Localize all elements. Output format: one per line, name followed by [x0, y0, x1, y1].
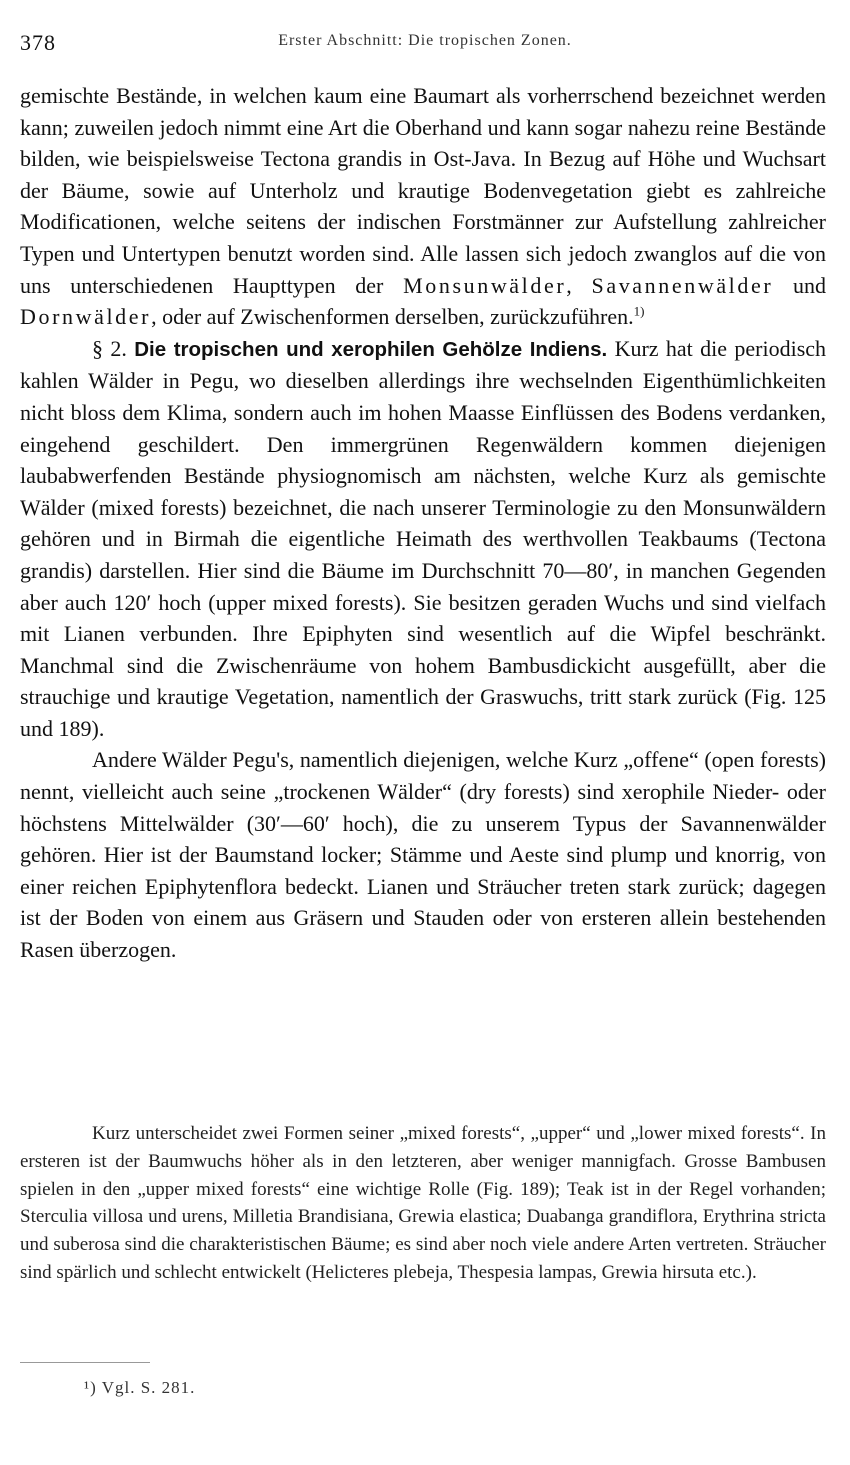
running-title: Erster Abschnitt: Die tropischen Zonen. — [278, 32, 572, 49]
footnote-reference: 1) — [633, 303, 645, 319]
footnote: ¹) Vgl. S. 281. — [84, 1378, 196, 1397]
section-number: § 2. — [92, 335, 127, 361]
term-dornwaelder: Dornwälder — [20, 304, 152, 330]
comma: , — [566, 272, 572, 298]
small-print-text: Kurz unterscheidet zwei Formen seiner „mixed forests“, „upper“ und „lower mixed forests“. In ersteren ist der Baumwuchs höher als in den letzteren, aber weniger mannigfach. Grosse Bambusen spielen in den „upper mixed forests“ eine wichtige Rolle (Fig. 189); Teak ist in der Regel vorhanden; Sterculia villosa und urens, Milletia Brandisiana, Grewia elastica; Duabanga grandiflora, Erythrina stricta und suberosa sind die charakteristischen Bäume; es sind aber noch viele andere Arten vertreten. Sträucher sind spärlich und schlecht entwickelt (Helicteres plebeja, Thespesia lampas, Grewia hirsuta etc.). — [20, 1123, 826, 1283]
paragraph-1 — [20, 80, 826, 333]
main-text — [20, 80, 826, 966]
term-monsunwaelder: Monsunwälder — [403, 272, 567, 298]
small-print-paragraph — [20, 1120, 826, 1287]
paragraph-2-text: Kurz hat die periodisch kahlen Wälder in Pegu, wo dieselben allerdings ihre wechselnden Eigenthümlichkeiten nicht bloss dem Klima, sondern auch im hohen Maasse Einflüssen des Bodens verdanken, eingehend geschildert. Den immergrünen Regenwäldern kommen diejenigen laubabwerfenden Bestände physiognomisch am nächsten, welche Kurz als gemischte Wälder (mixed forests) bezeichnet, die nach unserer Terminologie zu den Monsunwäldern gehören und in Birmah die eigentliche Heimath des werthvollen Teakbaums (Tectona grandis) darstellen. Hier sind die Bäume im Durchschnitt 70—80′, in manchen Gegenden aber auch 120′ hoch (upper mixed forests). Sie besitzen geraden Wuchs und sind vielfach mit Lianen verbunden. Ihre Epiphyten sind wesentlich auf die Wipfel beschränkt. Manchmal sind die Zwischenräume von hohem Bambusdickicht ausgefüllt, aber die strauchige und krautige Vegetation, namentlich der Graswuchs, tritt stark zurück (Fig. 125 und 189). — [20, 335, 827, 741]
paragraph-1-text: gemischte Bestände, in welchen kaum eine Baumart als vorherrschend bezeichnet werden kann; zuweilen jedoch nimmt eine Art die Oberhand und kann sogar nahezu reine Bestände bilden, wie beispielsweise Tectona grandis in Ost-Java. In Bezug auf Höhe und Wuchsart der Bäume, sowie auf Unterholz und krautige Bodenvegetation giebt es zahlreiche Modificationen, welche seitens der indischen Forstmänner zur Aufstellung zahlreicher Typen und Untertypen benutzt worden sind. Alle lassen sich jedoch zwanglos auf die von uns unterschiedenen Haupttypen der — [20, 83, 826, 298]
page-header — [20, 22, 830, 62]
term-savannenwaelder: Savannenwälder — [591, 272, 774, 298]
paragraph-3: Andere Wälder Pegu's, namentlich diejenigen, welche Kurz „offene“ (open forests) nennt, vielleicht auch seine „trockenen Wälder“ (dry forests) sind xerophile Nieder- oder höchstens Mittelwälder (30′—60′ hoch), die zu unserem Typus der Savannenwälder gehören. Hier ist der Baumstand locker; Stämme und Aeste sind plump und knorrig, von einer reichen Epiphytenflora bedeckt. Lianen und Sträucher treten stark zurück; dagegen ist der Boden von einem aus Gräsern und Stauden oder von ersteren allein bestehenden Rasen überzogen. — [20, 747, 826, 963]
conjunction: und — [793, 272, 827, 298]
footnote-divider — [20, 1362, 150, 1363]
page-number: 378 — [20, 30, 56, 55]
section-heading: Die tropischen und xerophilen Gehölze Indiens. — [134, 337, 608, 361]
paragraph-1-end: , oder auf Zwischenformen derselben, zurückzuführen. — [151, 304, 634, 330]
paragraph-2 — [20, 333, 826, 745]
